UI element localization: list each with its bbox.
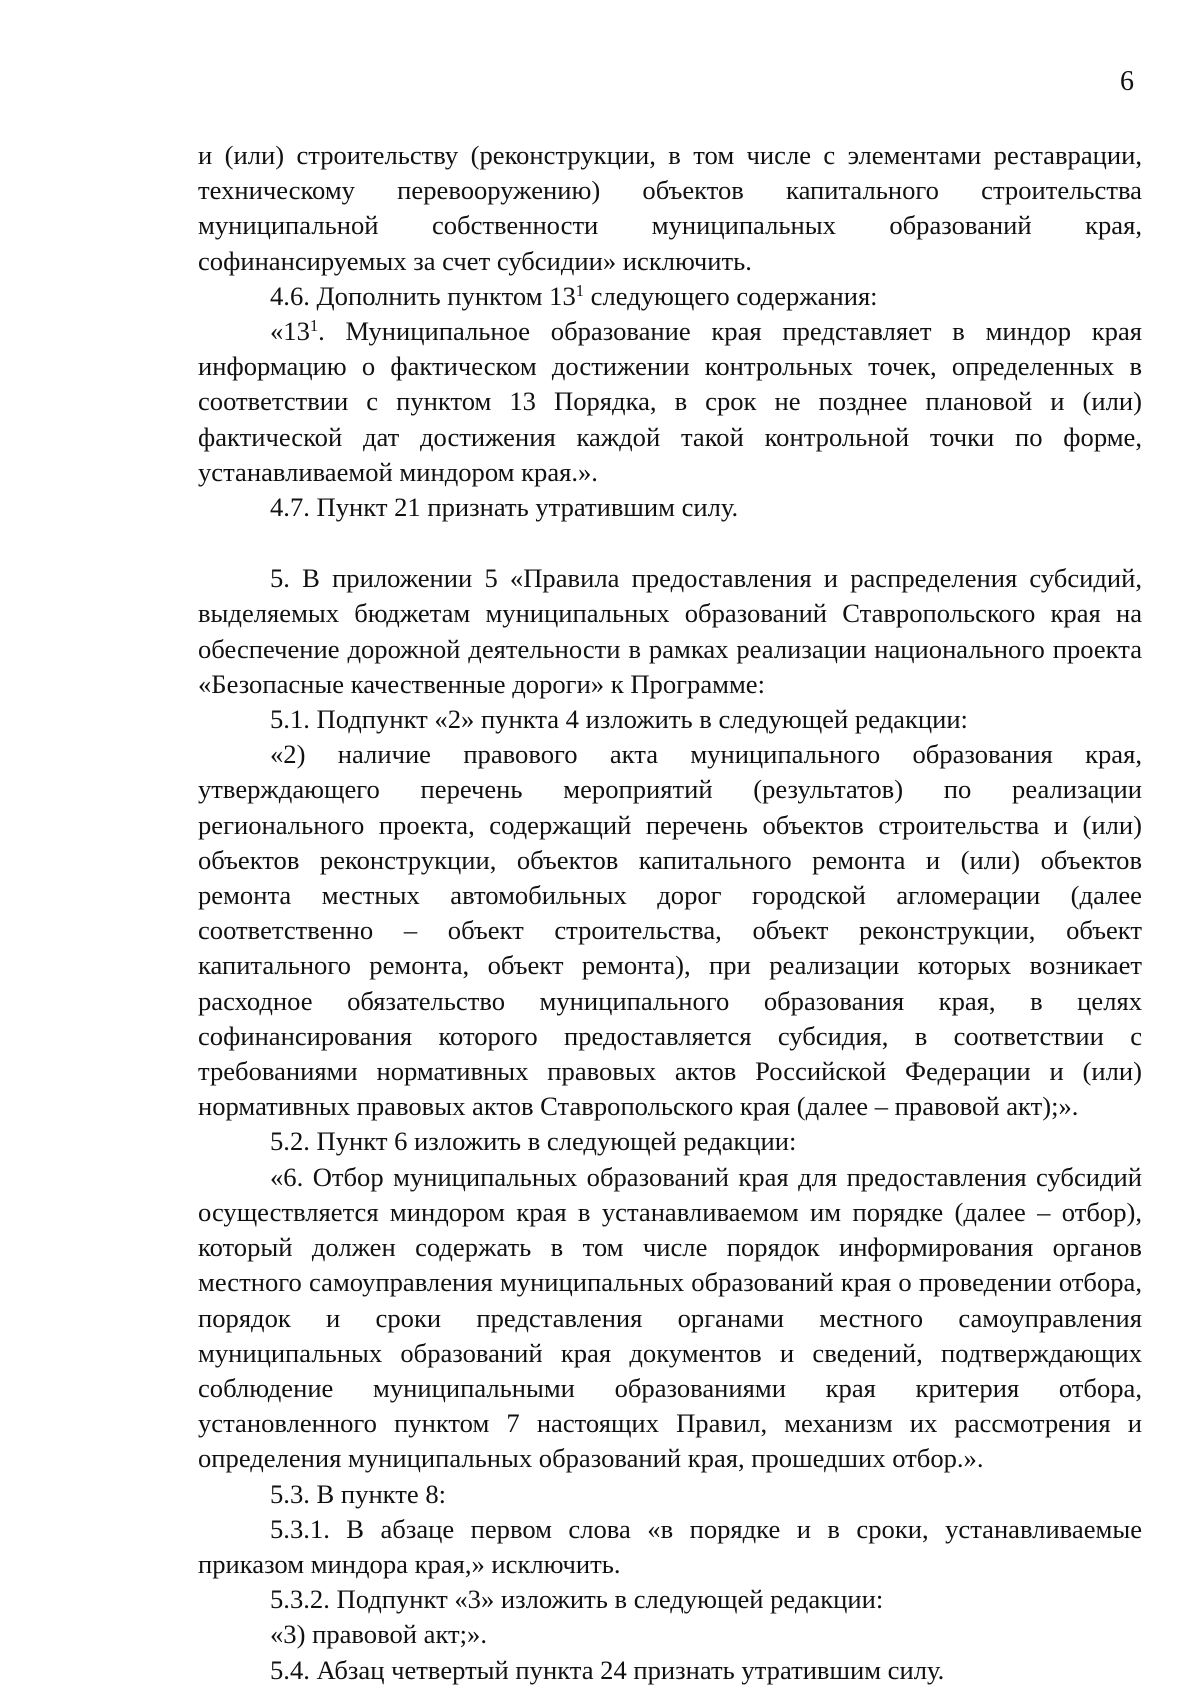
paragraph-text: следующего содержания: [584, 280, 878, 311]
superscript: 1 [575, 280, 584, 300]
paragraph: «3) правовой акт;». [270, 1619, 487, 1650]
paragraph: «2) наличие правового акта муниципального образования края, утверждающего перечень мероприятий (результатов) по реализации регионального проекта, содержащий перечень объектов строительства и (или) объектов реконструкции, объектов капитального ремонта и (или) объектов ремонта местных автомобильных дорог городской агломерации (далее соответственно – объект строительства, объект реконструкции, объект капитального ремонта, объект ремонта), при реализации которых возникает расходное обязательство муниципального образования края, в целях софинансирования которого предоставляется субсидия, в соответствии с требованиями нормативных правовых актов Российской Федерации и (или) нормативных правовых актов Ставропольского края (далее – правовой акт);». [198, 739, 1142, 1122]
paragraph: 5.3.1. В абзаце первом слова «в порядке и в сроки, устанавливаемые приказом миндора края,» исключить. [198, 1513, 1142, 1579]
paragraph: «6. Отбор муниципальных образований края для предоставления субсидий осуществляется миндором края в устанавливаемом им порядке (далее – отбор), который должен содержать в том числе порядок информирования органов местного самоуправления муниципальных образований края о проведении отбора, порядок и сроки представления органами местного самоуправления муниципальных образований края документов и сведений, подтверждающих соблюдение муниципальными образованиями края критерия отбора, установленного пунктом 7 настоящих Правил, механизм их рассмотрения и определения муниципальных образований края, прошедших отбор.». [198, 1161, 1142, 1474]
page-number: 6 [1120, 66, 1134, 97]
paragraph: 5.3. В пункте 8: [270, 1478, 447, 1509]
paragraph: 5.2. Пункт 6 изложить в следующей редакции: [270, 1126, 797, 1157]
paragraph-text: «13 [270, 316, 310, 347]
paragraph: 5. В приложении 5 «Правила предоставления и распределения субсидий, выделяемых бюджетам муниципальных образований Ставропольского края на обеспечение дорожной деятельности в рамках реализации национального проекта «Безопасные качественные дороги» к Программе: [198, 563, 1142, 699]
paragraph: 5.1. Подпункт «2» пункта 4 изложить в следующей редакции: [270, 704, 968, 735]
superscript: 1 [309, 315, 319, 335]
document-body [198, 138, 1142, 1688]
paragraph: и (или) строительству (реконструкции, в том числе с элементами реставрации, техническому перевооружению) объектов капитального строительства муниципальной собственности муниципальных образований края, софинансируемых за счет субсидии» исключить. [198, 140, 1142, 276]
paragraph-text: 4.6. Дополнить пунктом 13 [270, 280, 576, 311]
paragraph [198, 279, 1142, 314]
paragraph-text: . Муниципальное образование края представляет в миндор края информацию о фактическом достижении контрольных точек, определенных в соответствии с пунктом 13 Порядка, в срок не позднее плановой и (или) фактической дат достижения каждой такой контрольной точки по форме, устанавливаемой миндором края.». [198, 316, 1142, 487]
paragraph: 4.7. Пункт 21 признать утратившим силу. [270, 492, 739, 523]
paragraph: 5.4. Абзац четвертый пункта 24 признать утратившим силу. [270, 1654, 945, 1685]
paragraph: 5.3.2. Подпункт «3» изложить в следующей редакции: [270, 1584, 884, 1615]
paragraph [198, 314, 1142, 490]
